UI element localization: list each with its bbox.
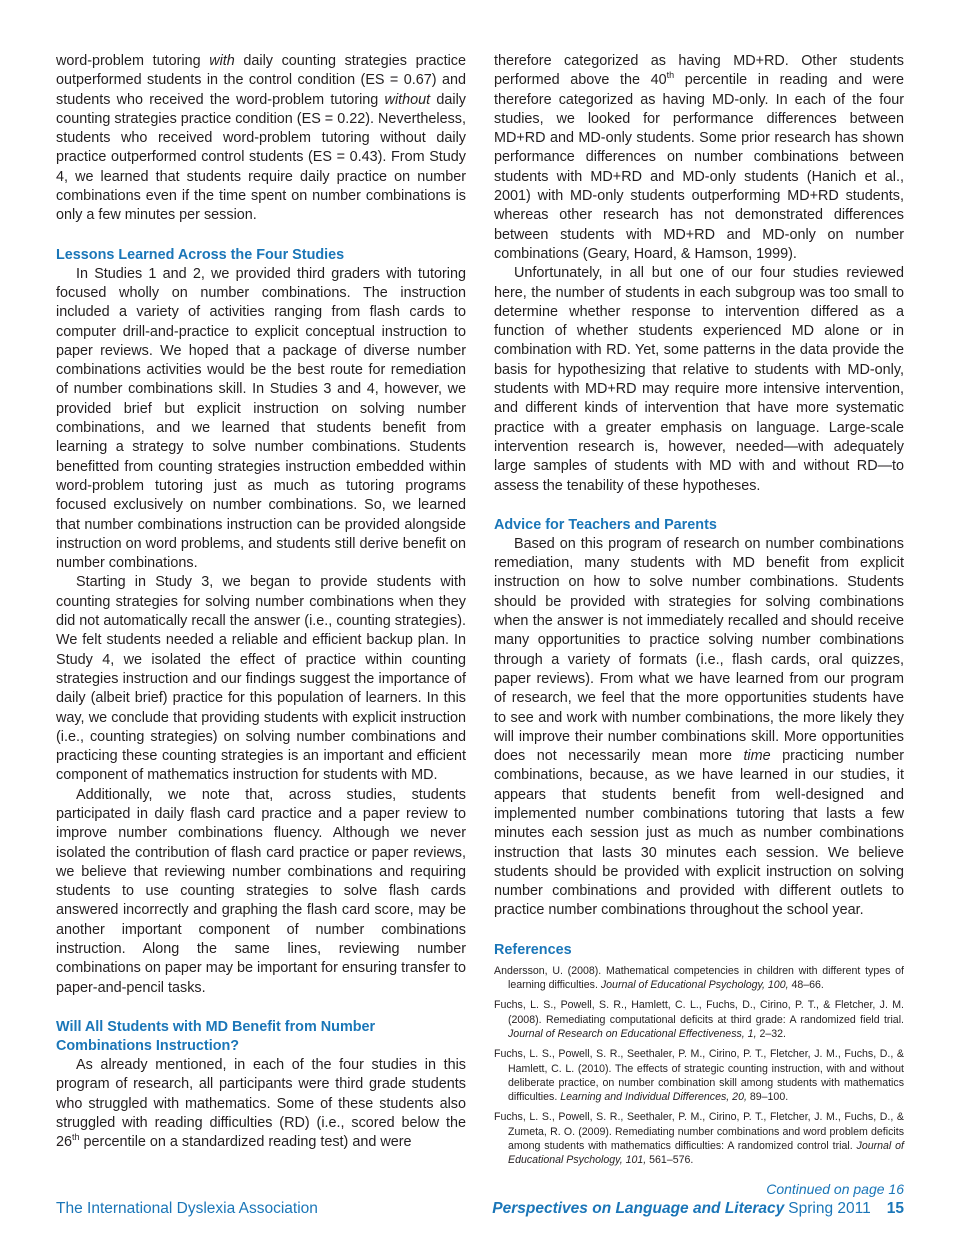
footer-journal-title: Perspectives on Language and Literacy [492, 1200, 785, 1217]
footer-season: Spring 2011 [788, 1200, 871, 1217]
page-footer [56, 1200, 904, 1222]
paragraph-unfortunately: Unfortunately, in all but one of our four studies reviewed here, the number of students in each subgroup was too small to determine whether response to intervention differed as a function of whether students experienced MD alone or in combination with RD. Yet, some patterns in the data provide the basis for hypothesizing that relative to students with MD-only, students with MD+RD may require more intensive intervention, and different kinds of intervention that have more systematic practice with a greater emphasis on language. Large-scale intervention research is, however, needed—with adequately large samples of students with MD with and without RD—to assess the tenability of these hypotheses. [494, 265, 904, 494]
reference-item: Fuchs, L. S., Powell, S. R., Seethaler, P. M., Cirino, P. T., Fletcher, J. M., Fuchs, D., & Hamlett, C. L. (2010). The effects of strategic counting instruction, with and without deliberate practice, on number combination skill among students with mathematics difficulties. Learning and Individual Differences, 20, 89–100. [494, 1048, 904, 1104]
paragraph-tutoring-results: word-problem tutoring with daily counting strategies practice outperformed students in the control condition (ES = 0.67) and students who received the word-problem tutoring without daily counting strategies practice condition (ES = 0.22). Nevertheless, students who received word-problem tutoring without daily practice outperformed control students (ES = 0.43). From Study 4, we learned that students require daily practice on number combinations even if the time spent on number combinations is only a few minutes per session. [56, 53, 466, 224]
heading-advice: Advice for Teachers and Parents [494, 516, 717, 533]
footer-publication [492, 1200, 904, 1218]
paragraph-already-mentioned: As already mentioned, in each of the four studies in this program of research, all participants were third grade students who struggled with mathematics. Some of these students also struggled with reading difficulties (RD) (i.e., scored below the 26th percentile on a standardized reading test) and were [56, 1056, 466, 1151]
paragraph-studies-1-2: In Studies 1 and 2, we provided third graders with tutoring focused wholly on number combinations. The instruction included a variety of activities ranging from flash cards to computer drill-and-practice to explicit conceptual instruction to paper reviews. We hoped that a package of diverse number combinations activities would be the best route for remediation of number combinations skill. In Studies 3 and 4, however, we provided brief but explicit instruction on solving number combinations, and we learned that students benefit from learning a strategy to solve number combinations. Students benefitted from counting strategies instruction embedded within word-problem tutoring just as much as tutoring programs focused exclusively on number combinations. So, we learned that number combinations instruction can be provided alongside instruction on word problems, and students still derive benefit on number combinations. [56, 265, 466, 572]
continued-note: Continued on page 16 [766, 1180, 904, 1197]
reference-item: Andersson, U. (2008). Mathematical competencies in children with different types of learning difficulties. Journal of Educational Psychology, 100, 48–66. [494, 964, 904, 992]
paragraph-md-rd: therefore categorized as having MD+RD. Other students performed above the 40th percentile in reading and were therefore categorized as having MD-only. In each of the four studies, we looked for performance differences between MD+RD and MD-only students. Some prior research has shown performance differences on number combinations between students with MD+RD and MD-only students (Hanich et al., 2001) with MD-only students outperforming MD+RD students, whereas other research has not demonstrated differences between students with MD+RD and MD-only on number combinations (Geary, Hoard, & Hamson, 1999). [494, 53, 904, 262]
heading-lessons-learned: Lessons Learned Across the Four Studies [56, 246, 345, 263]
page-number: 15 [886, 1200, 904, 1217]
paragraph-additionally: Additionally, we note that, across studies, students participated in daily flash card practice and a paper review to improve number combinations fluency. Although we never isolated the contribution of flash card practice or paper reviews, we believe that reviewing number combinations and requiring students to use counting strategies to solve flash cards answered incorrectly and graphing the flash card score, may be another important component of number combinations instruction. Along the same lines, reviewing number combinations on paper may be important for ensuring transfer to paper-and-pencil tasks. [56, 786, 466, 996]
reference-item: Fuchs, L. S., Powell, S. R., Hamlett, C. L., Fuchs, D., Cirino, P. T., & Fletcher, J. M. (2008). Remediating computational deficits at third grade: A randomized field trial. Journal of Research on Educational Effectiveness, 1, 2–32. [494, 999, 904, 1040]
left-column [56, 52, 466, 1152]
paragraph-study-3: Starting in Study 3, we began to provide students with counting strategies for solving number combinations when they did not automatically recall the answer (i.e., counting strategies). We felt students needed a reliable and efficient backup plan. In Study 4, we isolated the effect of practice within counting strategies instruction and our findings suggest the importance of daily (albeit brief) practice for this population of learners. In this way, we conclude that providing students with explicit instruction (i.e., counting strategies) on solving number combinations and practicing these counting strategies is an important and efficient component of mathematics instruction for students with MD. [56, 574, 466, 784]
heading-references: References [494, 941, 572, 958]
reference-list [494, 964, 904, 1168]
footer-organization: The International Dyslexia Association [56, 1200, 318, 1217]
right-column [494, 52, 904, 1199]
reference-item: Fuchs, L. S., Powell, S. R., Seethaler, P. M., Cirino, P. T., Fletcher, J. M., Fuchs, D., & Zumeta, R. O. (2009). Remediating number combinations and word problem deficits among students with mathematics difficulties: A randomized control trial. Journal of Educational Psychology, 101, 561–576. [494, 1111, 904, 1167]
paragraph-advice: Based on this program of research on number combinations remediation, many students with MD benefit from explicit instruction on how to solve number combinations. Students should be provided with strategies for solving combinations when the answer is not immediately recalled and should receive many opportunities to practice solving number combinations through a variety of formats (i.e., flash cards, oral quizzes, paper reviews). From what we have learned from our program of research, we feel that the more opportunities students have to see and work with number combinations, the more likely they will improve their number combinations skill. More opportunities does not necessarily mean more time practicing number combinations, because, as we have learned in our studies, it appears that students benefit from well-designed and implemented number combinations tutoring that lasts a few minutes each session just as much as number combinations instruction that lasts 30 minutes each session. We believe students should be provided with explicit instruction on solving number combinations and provided with different outlets to practice number combinations throughout the school year. [494, 535, 904, 919]
heading-will-all-students: Will All Students with MD Benefit from Number Combinations Instruction? [56, 1018, 376, 1054]
